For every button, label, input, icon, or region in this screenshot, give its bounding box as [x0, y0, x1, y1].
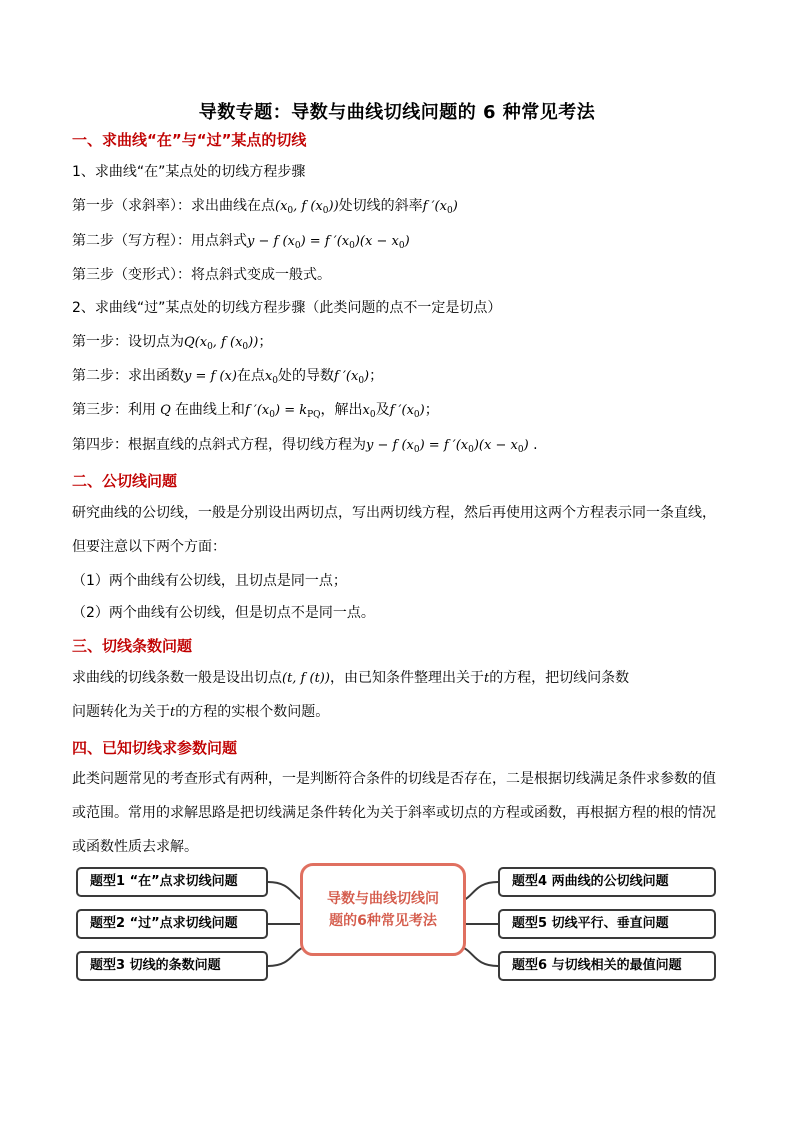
topic-box-2: 题型2 “过”点求切线问题: [76, 909, 268, 939]
through-step-3-mid: 在曲线上和: [174, 402, 245, 418]
sec1-subtitle-2: 2、求曲线“过”某点处的切线方程步骤（此类问题的点不一定是切点）: [72, 300, 502, 316]
through-step-2: 第二步：求出函数y = f (x)在点$x_0$处的导数f $'(x_0)$；: [72, 368, 384, 386]
connector-right-1: [464, 882, 498, 900]
topic-box-3: 题型3 切线的条数问题: [76, 951, 268, 981]
connector-left-3: [268, 948, 302, 966]
formula-x0: $x_0$: [264, 369, 278, 386]
through-step-3-label: 第三步：利用: [72, 402, 156, 418]
section-2-body: 研究曲线的公切线，一般是分别设出两切点，写出两切线方程，然后再使用这两个方程表示同一条直线，但要注意以下两个方面：: [72, 505, 716, 555]
section-1-heading: 一、求曲线“在”与“过”某点的切线: [72, 131, 307, 149]
section-3-text-c: 的方程，把切线问条数: [489, 670, 630, 686]
formula-point: ($x_0$, f $(x_0)$): [275, 199, 339, 216]
section-2-item-2: （2）两个曲线有公切线，但是切点不是同一点。: [72, 605, 375, 621]
sec1-subtitle-1: 1、求曲线“在”某点处的切线方程步骤: [72, 164, 306, 180]
formula-slope: f $'(x_0)$: [422, 199, 458, 216]
through-step-3: 第三步：利用 Q 在曲线上和f $'(x_0) = k_{PQ}$，解出$x_0$及f $'(x_0)$；: [72, 402, 439, 420]
mindmap-center-line-2: 题的6种常见考法: [329, 912, 437, 929]
through-step-3-mid3: 及: [375, 402, 390, 418]
step-1-label: 第一步（求斜率）：求出曲线在点: [72, 198, 275, 214]
connector-left-1: [268, 882, 302, 900]
formula-derivative-b: f $'(x_0)$: [389, 403, 425, 420]
section-2-heading: 二、公切线问题: [72, 472, 178, 490]
through-step-4: 第四步：根据直线的点斜式方程，得切线方程为y − f $(x_0) = f$ $'(x_0)(x - x_0)$ .: [72, 437, 538, 455]
through-step-3-mid2: ，解出: [320, 402, 363, 418]
step-2-label: 第二步（写方程）：用点斜式: [72, 233, 247, 249]
topic-box-1: 题型1 “在”点求切线问题: [76, 867, 268, 897]
topic-box-5: 题型5 切线平行、垂直问题: [498, 909, 716, 939]
section-3-text-e: 的方程的实根个数问题。: [175, 704, 330, 720]
formula-tangent-line: y − f $(x_0) = f$ $'(x_0)(x - x_0)$: [366, 438, 529, 455]
formula-derivative: f $'(x_0)$: [334, 369, 370, 386]
mindmap-center-line-1: 导数与曲线切线问: [327, 890, 439, 907]
formula-function: y = f (x): [184, 369, 237, 384]
formula-t-b: t: [170, 705, 176, 720]
section-2-item-1: （1）两个曲线有公切线，且切点是同一点；: [72, 573, 347, 589]
page-title: 导数专题：导数与曲线切线问题的 6 种常见考法: [198, 102, 596, 123]
formula-tangent-point: $Q(x_0$, f $(x_0)$): [184, 335, 259, 352]
formula-point-t: (t, f (t)): [282, 671, 330, 686]
section-3-heading: 三、切线条数问题: [72, 637, 193, 655]
step-3: 第三步（变形式）：将点斜式变成一般式。: [72, 267, 331, 283]
section-3-text-a: 求曲线的切线条数一般是设出切点: [72, 670, 282, 686]
mindmap-center: [300, 863, 466, 956]
topic-box-4: 题型4 两曲线的公切线问题: [498, 867, 716, 897]
through-step-2-mid2: 处的导数: [278, 368, 334, 384]
formula-t: t: [483, 671, 490, 686]
formula-q: Q: [156, 403, 175, 418]
formula-kpq: f $'(x_0) = k_{PQ}$: [244, 403, 321, 420]
through-step-2-label: 第二步：求出函数: [72, 368, 184, 384]
section-4-body: 此类问题常见的考查形式有两种，一是判断符合条件的切线是否存在，二是根据切线满足条件求参数的值或范围。常用的求解思路是把切线满足条件转化为关于斜率或切点的方程或函数，再根据方程的根的情况或函数性质去求解。: [72, 771, 716, 855]
through-step-1-label: 第一步：设切点为: [72, 334, 184, 350]
section-3-text-b: ，由已知条件整理出关于: [329, 670, 484, 686]
through-step-1: 第一步：设切点为$Q(x_0$, f $(x_0)$)；: [72, 334, 273, 352]
connector-right-3: [464, 948, 498, 966]
topic-box-6: 题型6 与切线相关的最值问题: [498, 951, 716, 981]
section-3-text-d: 问题转化为关于: [72, 704, 170, 720]
through-step-2-mid: 在点: [236, 368, 265, 384]
through-step-4-label: 第四步：根据直线的点斜式方程，得切线方程为: [72, 437, 366, 453]
step-1-mid: 处切线的斜率: [338, 198, 423, 214]
section-4-heading: 四、已知切线求参数问题: [72, 739, 238, 757]
formula-x0-b: $x_0$: [362, 403, 376, 420]
formula-point-slope: y − f $(x_0) = f$ $'(x_0)(x - x_0)$: [247, 234, 410, 251]
